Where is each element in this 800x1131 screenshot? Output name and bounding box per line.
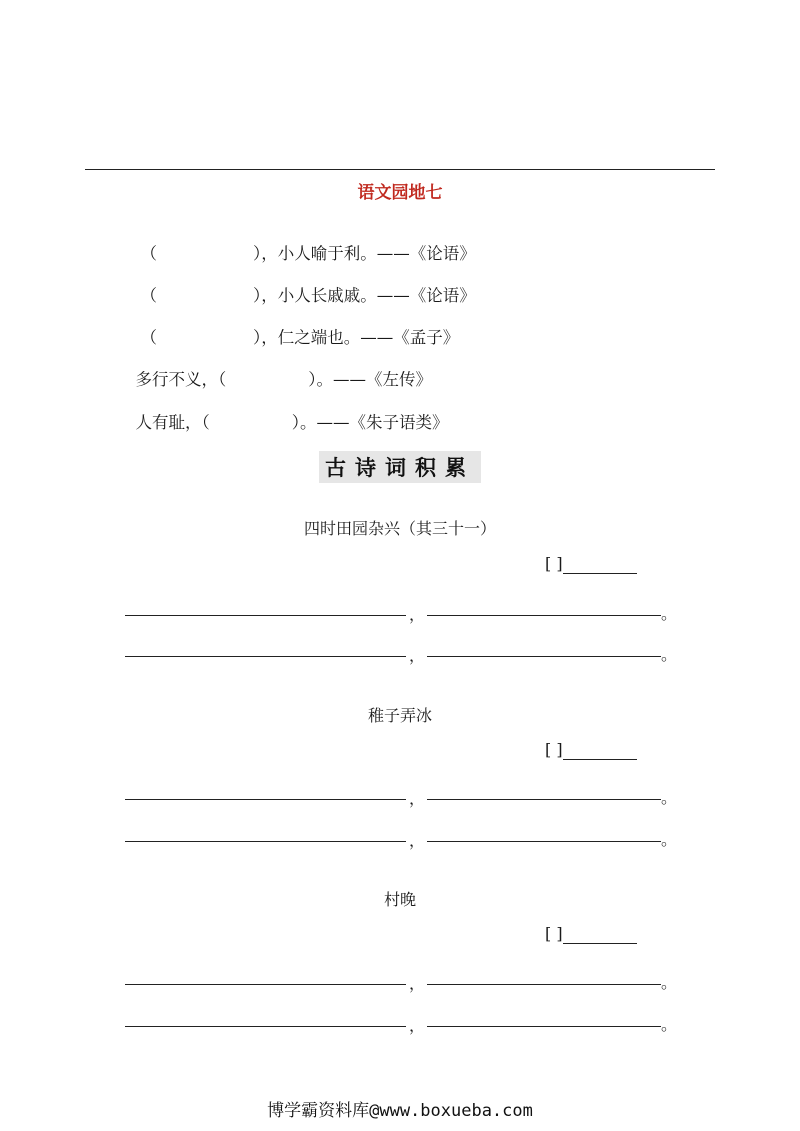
line-prefix: （ xyxy=(140,244,157,263)
poem-title: 村晚 xyxy=(383,890,416,909)
period: 。 xyxy=(661,830,678,849)
comma: ， xyxy=(409,605,426,624)
poem-title: 稚子弄冰 xyxy=(367,706,432,725)
line-prefix: 多行不义，（ xyxy=(135,370,227,389)
fill-blank-line xyxy=(130,224,476,264)
verse-blank[interactable] xyxy=(427,799,661,800)
author-slot xyxy=(545,924,637,944)
verse-blank[interactable] xyxy=(427,1026,661,1027)
comma: ， xyxy=(409,831,426,850)
verse-blank[interactable] xyxy=(427,656,661,657)
comma: ， xyxy=(409,789,426,808)
line-prefix: （ xyxy=(140,328,157,347)
verse-blank[interactable] xyxy=(125,1026,406,1027)
comma: ， xyxy=(409,646,426,665)
dynasty-bracket: [ ] xyxy=(545,554,563,573)
verse-blank[interactable] xyxy=(125,656,406,657)
dynasty-bracket: [ ] xyxy=(545,924,563,943)
author-blank[interactable] xyxy=(563,744,637,760)
author-slot xyxy=(545,554,637,574)
verse-blank[interactable] xyxy=(125,615,406,616)
section-title: 语文园地七 xyxy=(357,183,443,203)
verse-row xyxy=(125,973,685,997)
line-prefix: （ xyxy=(140,286,157,305)
line-suffix: ）。——《左传》 xyxy=(308,370,432,389)
fill-blank-line xyxy=(130,266,476,306)
subheading-wrap xyxy=(0,451,800,483)
period: 。 xyxy=(661,645,678,664)
verse-blank[interactable] xyxy=(125,984,406,985)
verse-row xyxy=(125,645,685,669)
verse-row xyxy=(125,788,685,812)
verse-blank[interactable] xyxy=(427,841,661,842)
period: 。 xyxy=(661,1015,678,1034)
verse-row xyxy=(125,604,685,628)
verse-blank[interactable] xyxy=(125,841,406,842)
fill-blank-line xyxy=(125,350,432,390)
line-suffix: ），小人长戚戚。——《论语》 xyxy=(253,286,476,305)
footer-watermark: 博学霸资料库@www.boxueba.com xyxy=(267,1101,533,1121)
line-suffix: ），仁之端也。——《孟子》 xyxy=(253,328,460,347)
comma: ， xyxy=(409,974,426,993)
comma: ， xyxy=(409,1016,426,1035)
header-rule xyxy=(85,169,715,170)
dynasty-bracket: [ ] xyxy=(545,740,563,759)
verse-blank[interactable] xyxy=(125,799,406,800)
fill-blank-line xyxy=(130,308,459,348)
line-suffix: ），小人喻于利。——《论语》 xyxy=(253,244,476,263)
author-blank[interactable] xyxy=(563,558,637,574)
period: 。 xyxy=(661,604,678,623)
verse-blank[interactable] xyxy=(427,615,661,616)
verse-row xyxy=(125,830,685,854)
verse-row xyxy=(125,1015,685,1039)
author-slot xyxy=(545,740,637,760)
period: 。 xyxy=(661,788,678,807)
poem-title: 四时田园杂兴（其三十一） xyxy=(303,519,496,538)
fill-blank-line xyxy=(125,393,449,433)
verse-blank[interactable] xyxy=(427,984,661,985)
subheading: 古诗词积累 xyxy=(319,451,481,483)
line-prefix: 人有耻，（ xyxy=(135,413,210,432)
period: 。 xyxy=(661,973,678,992)
line-suffix: ）。——《朱子语类》 xyxy=(291,413,449,432)
author-blank[interactable] xyxy=(563,928,637,944)
